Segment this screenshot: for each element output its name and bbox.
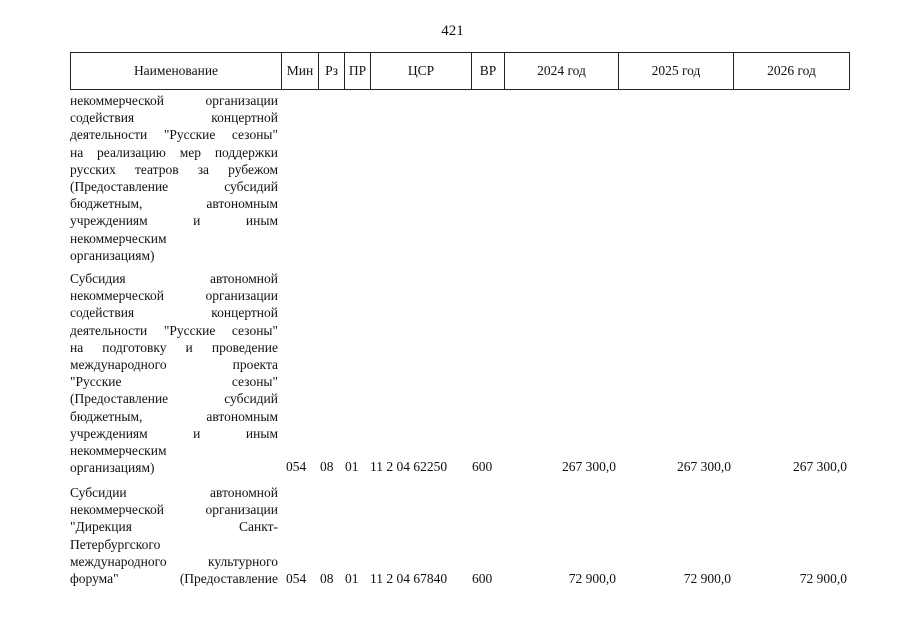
name-line: деятельности "Русские сезоны" bbox=[70, 322, 278, 338]
cell-pr: 01 bbox=[345, 571, 359, 586]
name-line: некоммерческим bbox=[70, 230, 167, 246]
table-header bbox=[70, 52, 850, 90]
name-line: некоммерческой организации bbox=[70, 502, 278, 518]
name-line: на реализацию мер поддержки bbox=[70, 144, 278, 160]
cell-pr: 01 bbox=[345, 459, 359, 474]
name-line: международного проекта bbox=[70, 356, 278, 372]
header-pr: ПР bbox=[345, 53, 371, 89]
name-line: "Дирекция Санкт- bbox=[70, 519, 278, 535]
table-row-name bbox=[70, 484, 278, 587]
name-line: организациям) bbox=[70, 460, 155, 476]
cell-2025: 267 300,0 bbox=[677, 459, 731, 474]
name-line: (Предоставление субсидий bbox=[70, 391, 278, 407]
cell-2026: 72 900,0 bbox=[799, 571, 847, 586]
name-line: некоммерческой организации bbox=[70, 93, 278, 108]
name-line: содействия концертной bbox=[70, 305, 278, 321]
cell-2024: 72 900,0 bbox=[568, 571, 616, 586]
cell-rz: 08 bbox=[320, 571, 334, 586]
name-line: (Предоставление субсидий bbox=[70, 178, 278, 194]
header-rz: Рз bbox=[319, 53, 345, 89]
name-line: форума" (Предоставление bbox=[70, 570, 278, 586]
header-name: Наименование bbox=[71, 53, 282, 89]
header-min: Мин bbox=[282, 53, 319, 89]
name-line: бюджетным, автономным bbox=[70, 408, 278, 424]
header-2024: 2024 год bbox=[505, 53, 619, 89]
name-line: деятельности "Русские сезоны" bbox=[70, 127, 278, 143]
table-row-name bbox=[70, 270, 278, 476]
name-line: некоммерческим bbox=[70, 442, 167, 458]
cell-2024: 267 300,0 bbox=[562, 459, 616, 474]
header-csr: ЦСР bbox=[371, 53, 472, 89]
page-number: 421 bbox=[441, 23, 464, 39]
name-line: на подготовку и проведение bbox=[70, 339, 278, 355]
cell-min: 054 bbox=[286, 459, 307, 474]
name-line: "Русские сезоны" bbox=[70, 374, 278, 390]
name-line: учреждениям и иным bbox=[70, 213, 278, 229]
header-2025: 2025 год bbox=[619, 53, 734, 89]
header-vr: ВР bbox=[472, 53, 505, 89]
name-line: содействия концертной bbox=[70, 110, 278, 126]
cell-min: 054 bbox=[286, 571, 307, 586]
cell-2025: 72 900,0 bbox=[683, 571, 731, 586]
cell-rz: 08 bbox=[320, 459, 334, 474]
name-line: учреждениям и иным bbox=[70, 425, 278, 441]
name-line: бюджетным, автономным bbox=[70, 196, 278, 212]
table-row-name bbox=[70, 92, 278, 264]
name-line: Петербургского bbox=[70, 536, 161, 552]
cell-vr: 600 bbox=[472, 459, 493, 474]
header-2026: 2026 год bbox=[767, 63, 816, 78]
name-line: международного культурного bbox=[70, 553, 278, 569]
cell-csr: 11 2 04 62250 bbox=[370, 459, 448, 474]
cell-csr: 11 2 04 67840 bbox=[370, 571, 448, 586]
name-line: русских театров за рубежом bbox=[70, 161, 278, 177]
cell-vr: 600 bbox=[472, 571, 493, 586]
name-line: Субсидия автономной bbox=[70, 271, 278, 286]
name-line: некоммерческой организации bbox=[70, 288, 278, 304]
cell-2026: 267 300,0 bbox=[793, 459, 847, 474]
name-line: Субсидии автономной bbox=[70, 485, 278, 500]
name-line: организациям) bbox=[70, 247, 155, 263]
